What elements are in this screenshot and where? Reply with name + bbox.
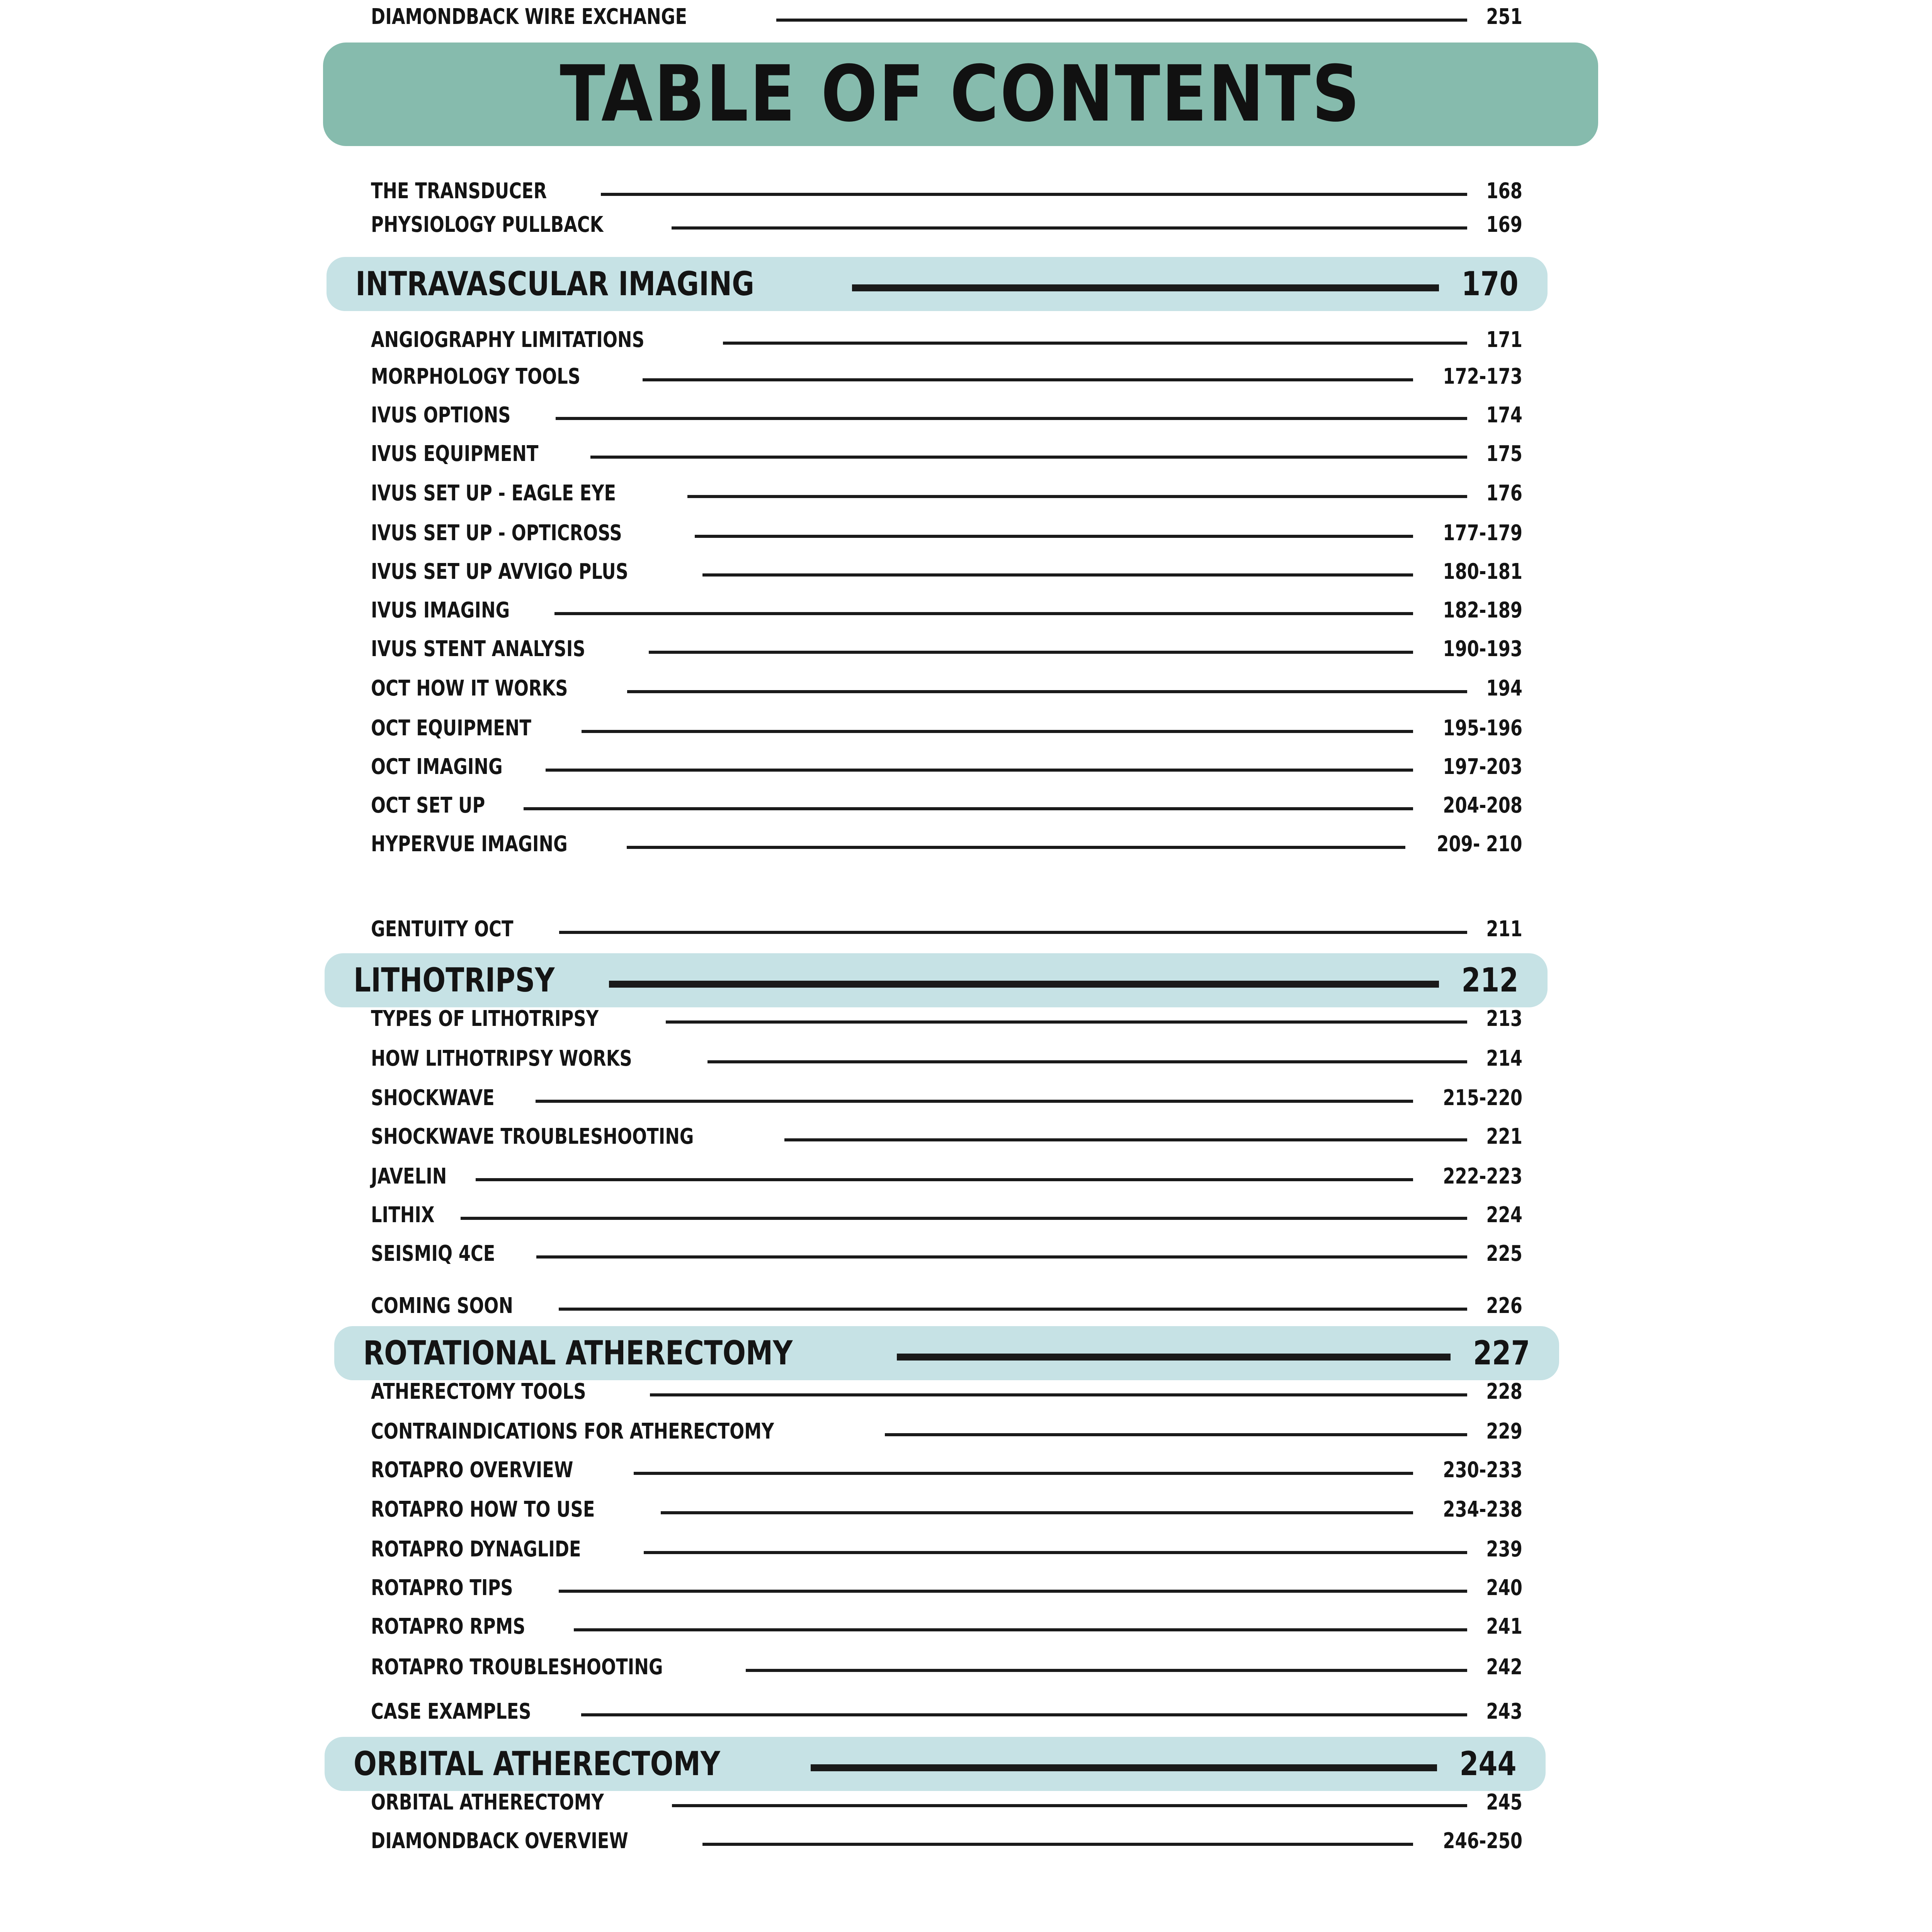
entry-title: ROTAPRO HOW TO USE xyxy=(371,1497,595,1522)
page-number: 169 xyxy=(1486,212,1522,237)
page-number: 182-189 xyxy=(1443,598,1522,623)
entry-title: PHYSIOLOGY PULLBACK xyxy=(371,212,604,237)
page-number: 242 xyxy=(1486,1655,1522,1680)
entry-title: JAVELIN xyxy=(371,1164,447,1189)
toc-entry[interactable] xyxy=(371,1042,1522,1076)
leader-line xyxy=(661,1511,1413,1514)
leader-line xyxy=(582,730,1413,733)
page-number: 215-220 xyxy=(1443,1085,1522,1111)
toc-entry[interactable] xyxy=(371,1160,1522,1194)
page-number: 240 xyxy=(1486,1575,1522,1600)
leader-line xyxy=(574,1628,1467,1631)
page-number: 212 xyxy=(1461,961,1519,1000)
page-number: 225 xyxy=(1486,1241,1522,1266)
entry-title: ROTAPRO TIPS xyxy=(371,1575,513,1600)
leader-line xyxy=(643,378,1413,381)
page-number: 197-203 xyxy=(1443,754,1522,779)
leader-line xyxy=(461,1217,1467,1220)
leader-line xyxy=(556,417,1467,420)
leader-line xyxy=(634,1472,1413,1475)
toc-entry[interactable] xyxy=(371,476,1522,510)
leader-line xyxy=(590,456,1467,459)
page-number: 180-181 xyxy=(1443,559,1522,584)
toc-entry[interactable] xyxy=(371,1415,1522,1449)
title-banner xyxy=(323,43,1598,146)
toc-entry[interactable] xyxy=(371,323,1522,357)
page-number: 174 xyxy=(1486,403,1522,428)
page-number: 209- 210 xyxy=(1437,832,1522,857)
toc-entry[interactable] xyxy=(371,1002,1522,1036)
entry-title: SHOCKWAVE TROUBLESHOOTING xyxy=(371,1124,694,1149)
page-number: 224 xyxy=(1486,1202,1522,1228)
page-number: 244 xyxy=(1459,1745,1517,1783)
entry-title: CASE EXAMPLES xyxy=(371,1699,531,1724)
entry-title: ROTAPRO OVERVIEW xyxy=(371,1458,573,1483)
toc-entry[interactable] xyxy=(371,1375,1522,1409)
leader-line xyxy=(707,1060,1467,1063)
leader-line xyxy=(776,19,1467,22)
entry-title: IVUS SET UP - OPTICROSS xyxy=(371,520,622,546)
section-title: LITHOTRIPSY xyxy=(354,961,555,1000)
entry-title: ROTAPRO TROUBLESHOOTING xyxy=(371,1655,663,1680)
toc-entry[interactable] xyxy=(371,1695,1522,1729)
page-number: 222-223 xyxy=(1443,1164,1522,1189)
toc-entry[interactable] xyxy=(371,711,1522,745)
toc-entry[interactable] xyxy=(371,516,1522,550)
section-title: INTRAVASCULAR IMAGING xyxy=(355,265,755,303)
page-number: 204-208 xyxy=(1443,793,1522,818)
leader-line xyxy=(811,1764,1437,1771)
entry-title: CONTRAINDICATIONS FOR ATHERECTOMY xyxy=(371,1419,774,1444)
page-number: 230-233 xyxy=(1443,1458,1522,1483)
leader-line xyxy=(672,226,1467,230)
page-number: 170 xyxy=(1461,265,1519,303)
entry-title: DIAMONDBACK OVERVIEW xyxy=(371,1828,628,1854)
leader-line xyxy=(554,612,1413,615)
toc-entry[interactable] xyxy=(371,360,1522,394)
page-number: 176 xyxy=(1486,481,1522,506)
toc-entry[interactable] xyxy=(371,672,1522,706)
leader-line xyxy=(559,1308,1467,1311)
toc-section-header[interactable] xyxy=(325,953,1548,1007)
entry-title: MORPHOLOGY TOOLS xyxy=(371,364,580,389)
leader-line xyxy=(666,1020,1468,1024)
leader-line xyxy=(609,981,1439,988)
entry-title: OCT IMAGING xyxy=(371,754,503,779)
toc-entry[interactable] xyxy=(371,174,1522,208)
entry-title: HOW LITHOTRIPSY WORKS xyxy=(371,1046,632,1071)
page-number: 177-179 xyxy=(1443,520,1522,546)
section-title: ROTATIONAL ATHERECTOMY xyxy=(363,1334,793,1372)
entry-title: IVUS SET UP AVVIGO PLUS xyxy=(371,559,628,584)
toc-entry[interactable] xyxy=(371,1453,1522,1487)
leader-line xyxy=(695,535,1413,538)
entry-title: IVUS SET UP - EAGLE EYE xyxy=(371,481,616,506)
entry-title: OCT SET UP xyxy=(371,793,485,818)
toc-entry[interactable] xyxy=(371,1081,1522,1115)
entry-title: IVUS STENT ANALYSIS xyxy=(371,636,585,662)
entry-title: IVUS OPTIONS xyxy=(371,403,511,428)
entry-title: DIAMONDBACK WIRE EXCHANGE xyxy=(371,4,687,29)
toc-entry[interactable] xyxy=(371,437,1522,471)
section-title: ORBITAL ATHERECTOMY xyxy=(354,1745,720,1783)
page-number: 251 xyxy=(1486,4,1522,29)
leader-line xyxy=(476,1178,1413,1181)
toc-section-header[interactable] xyxy=(325,1737,1546,1791)
page-number: 234-238 xyxy=(1443,1497,1522,1522)
toc-section-header[interactable] xyxy=(327,257,1548,311)
leader-line xyxy=(650,1393,1467,1396)
leader-line xyxy=(702,1843,1413,1846)
page-number: 243 xyxy=(1486,1699,1522,1724)
leader-line xyxy=(644,1551,1468,1554)
entry-title: THE TRANSDUCER xyxy=(371,179,547,204)
toc-entry[interactable] xyxy=(371,789,1522,823)
page-number: 211 xyxy=(1486,917,1522,942)
page-number: 171 xyxy=(1486,327,1522,352)
entry-title: ROTAPRO DYNAGLIDE xyxy=(371,1537,581,1562)
entry-title: OCT HOW IT WORKS xyxy=(371,676,568,701)
toc-section-header[interactable] xyxy=(334,1326,1559,1380)
entry-title: IVUS IMAGING xyxy=(371,598,510,623)
leader-line xyxy=(672,1804,1467,1807)
leader-line xyxy=(723,342,1467,345)
toc-entry[interactable] xyxy=(371,1532,1522,1566)
entry-title: ORBITAL ATHERECTOMY xyxy=(371,1790,604,1815)
entry-title: HYPERVUE IMAGING xyxy=(371,832,568,857)
toc-entry[interactable] xyxy=(371,750,1522,784)
toc-entry[interactable] xyxy=(371,1120,1522,1154)
entry-title: SHOCKWAVE xyxy=(371,1085,495,1111)
entry-title: ATHERECTOMY TOOLS xyxy=(371,1379,586,1404)
leader-line xyxy=(546,769,1413,772)
entry-title: ANGIOGRAPHY LIMITATIONS xyxy=(371,327,645,352)
leader-line xyxy=(784,1138,1467,1141)
leader-line xyxy=(601,193,1467,196)
leader-line xyxy=(559,931,1467,934)
toc-entry[interactable] xyxy=(371,1650,1522,1684)
toc-entry[interactable] xyxy=(371,594,1522,628)
page-number: 246-250 xyxy=(1443,1828,1522,1854)
entry-title: ROTAPRO RPMS xyxy=(371,1614,526,1639)
page-number: 227 xyxy=(1473,1334,1530,1372)
toc-entry[interactable] xyxy=(371,1786,1522,1820)
toc-entry[interactable] xyxy=(371,827,1522,861)
toc-entry[interactable] xyxy=(371,0,1522,34)
leader-line xyxy=(536,1100,1413,1103)
page-number: 194 xyxy=(1486,676,1522,701)
toc-entry[interactable] xyxy=(371,398,1522,432)
page-number: 213 xyxy=(1486,1006,1522,1031)
page-number: 214 xyxy=(1486,1046,1522,1071)
entry-title: OCT EQUIPMENT xyxy=(371,716,531,741)
leader-line xyxy=(524,807,1413,810)
page-number: 226 xyxy=(1486,1293,1522,1318)
toc-entry[interactable] xyxy=(371,555,1522,589)
page-number: 241 xyxy=(1486,1614,1522,1639)
page-number: 195-196 xyxy=(1443,716,1522,741)
leader-line xyxy=(687,495,1468,498)
page-number: 175 xyxy=(1486,441,1522,466)
toc-entry[interactable] xyxy=(371,632,1522,666)
leader-line xyxy=(627,846,1406,849)
page-number: 229 xyxy=(1486,1419,1522,1444)
page-number: 190-193 xyxy=(1443,636,1522,662)
entry-title: COMING SOON xyxy=(371,1293,514,1318)
leader-line xyxy=(559,1590,1468,1593)
entry-title: SEISMIQ 4CE xyxy=(371,1241,495,1266)
toc-entry[interactable] xyxy=(371,912,1522,946)
toc-entry[interactable] xyxy=(371,1198,1522,1232)
leader-line xyxy=(649,651,1413,654)
leader-line xyxy=(702,573,1413,577)
toc-entry[interactable] xyxy=(371,1610,1522,1644)
page-title: TABLE OF CONTENTS xyxy=(560,49,1361,139)
toc-entry[interactable] xyxy=(371,1493,1522,1527)
page-number: 228 xyxy=(1486,1379,1522,1404)
page-number: 221 xyxy=(1486,1124,1522,1149)
page-number: 168 xyxy=(1486,179,1522,204)
leader-line xyxy=(885,1433,1467,1436)
leader-line xyxy=(746,1669,1467,1672)
entry-title: LITHIX xyxy=(371,1202,435,1228)
toc-entry[interactable] xyxy=(371,1824,1522,1858)
toc-entry[interactable] xyxy=(371,1237,1522,1271)
page-number: 239 xyxy=(1486,1537,1522,1562)
entry-title: GENTUITY OCT xyxy=(371,917,514,942)
leader-line xyxy=(852,284,1439,291)
leader-line xyxy=(536,1255,1467,1259)
toc-entry[interactable] xyxy=(371,1289,1522,1323)
toc-entry[interactable] xyxy=(371,208,1522,242)
entry-title: TYPES OF LITHOTRIPSY xyxy=(371,1006,599,1031)
leader-line xyxy=(581,1713,1467,1716)
leader-line xyxy=(897,1354,1451,1361)
page-number: 245 xyxy=(1486,1790,1522,1815)
page-number: 172-173 xyxy=(1443,364,1522,389)
toc-entry[interactable] xyxy=(371,1571,1522,1605)
entry-title: IVUS EQUIPMENT xyxy=(371,441,539,466)
leader-line xyxy=(627,690,1467,693)
